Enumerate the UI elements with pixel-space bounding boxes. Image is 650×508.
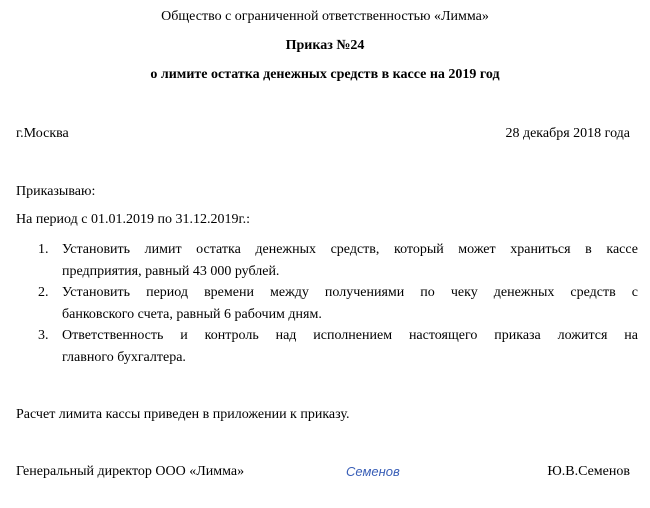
list-item bbox=[62, 239, 638, 283]
list-item-number: 3. bbox=[38, 328, 49, 343]
list-item bbox=[62, 282, 638, 326]
period-text: На период с 01.01.2019 по 31.12.2019г.: bbox=[16, 212, 251, 227]
list-item bbox=[62, 325, 638, 369]
order-date: 28 декабря 2018 года bbox=[505, 126, 630, 141]
order-title: Приказ №24 bbox=[285, 38, 365, 53]
order-word: Приказываю: bbox=[16, 184, 96, 199]
list-item-number: 2. bbox=[38, 285, 49, 300]
organization-name: Общество с ограниченной ответственностью «Лимма» bbox=[161, 9, 489, 24]
handwritten-signature: Семенов bbox=[346, 464, 400, 479]
list-item-number: 1. bbox=[38, 242, 49, 257]
list-item-line: главного бухгалтера. bbox=[62, 350, 186, 365]
list-item-line: Ответственность и контроль над исполнением настоящего приказа ложится на bbox=[62, 328, 638, 343]
list-item-line: Установить лимит остатка денежных средств, который может храниться в кассе bbox=[62, 242, 638, 257]
appendix-note: Расчет лимита кассы приведен в приложении к приказу. bbox=[16, 407, 350, 422]
city: г.Москва bbox=[16, 126, 69, 141]
signer-name: Ю.В.Семенов bbox=[547, 464, 630, 479]
list-item-line: Установить период времени между получениями по чеку денежных средств с bbox=[62, 285, 638, 300]
list-item-line: банковского счета, равный 6 рабочим дням. bbox=[62, 307, 322, 322]
signer-position: Генеральный директор ООО «Лимма» bbox=[16, 464, 245, 479]
order-subject: о лимите остатка денежных средств в кассе на 2019 год bbox=[150, 67, 500, 82]
list-item-line: предприятия, равный 43 000 рублей. bbox=[62, 264, 280, 279]
